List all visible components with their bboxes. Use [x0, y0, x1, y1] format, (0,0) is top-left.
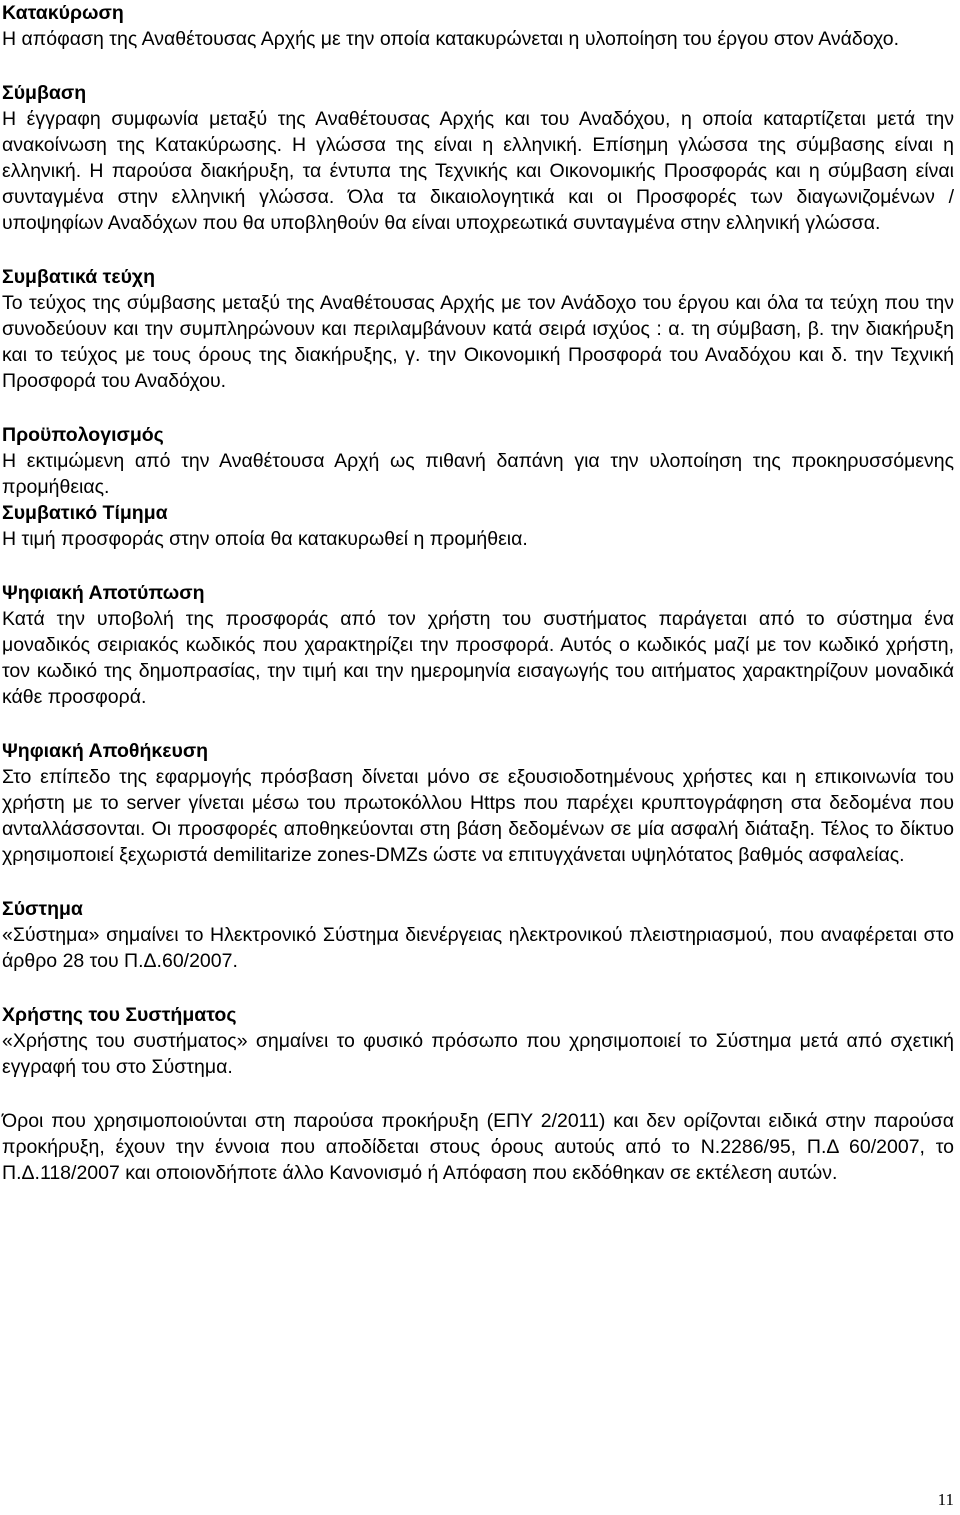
spacer: [2, 710, 954, 738]
spacer: [2, 868, 954, 896]
term-title: Χρήστης του Συστήματος: [2, 1004, 237, 1026]
term-title: Σύμβαση: [2, 82, 87, 104]
term-title: Σύστημα: [2, 898, 83, 920]
term-katakyrosi: [2, 0, 954, 52]
term-title: Συμβατικό Τίμημα: [2, 502, 168, 524]
term-psifiaki-apothikefsi: [2, 738, 954, 868]
spacer: [2, 52, 954, 80]
term-body: Η εκτιμώμενη από την Αναθέτουσα Αρχή ως πιθανή δαπάνη για την υλοποίηση της προκηρυσσόμενης προμήθειας.: [2, 450, 954, 498]
spacer: [2, 1080, 954, 1108]
term-title: Συμβατικά τεύχη: [2, 266, 156, 288]
term-symvasi: [2, 80, 954, 236]
term-title: Κατακύρωση: [2, 2, 124, 24]
term-psifiaki-apotyposi: [2, 580, 954, 710]
term-title: Ψηφιακή Αποθήκευση: [2, 740, 209, 762]
term-xristis-systimatos: [2, 1002, 954, 1080]
term-symvatika-tefxi: [2, 264, 954, 394]
spacer: [2, 236, 954, 264]
term-title: Ψηφιακή Αποτύπωση: [2, 582, 205, 604]
closing-paragraph: Όροι που χρησιμοποιούνται στη παρούσα προκήρυξη (ΕΠΥ 2/2011) και δεν ορίζονται ειδικά στην παρούσα προκήρυξη, έχουν την έννοια που αποδίδεται στους όρους αυτούς από το Ν.2286/95, Π.Δ 60/2007, το Π.Δ.118/2007 και οποιονδήποτε άλλο Κανονισμό ή Απόφαση που εκδόθηκαν σε εκτέλεση αυτών.: [2, 1110, 954, 1184]
term-body: Στο επίπεδο της εφαρμογής πρόσβαση δίνεται μόνο σε εξουσιοδοτημένους χρήστες και η επικοινωνία του χρήστη με το server γίνεται μέσω του πρωτοκόλλου Https που παρέχει κρυπτογράφηση στα δεδομένα που ανταλλάσσονται. Οι προσφορές αποθηκεύονται στη βάση δεδομένων σε μία ασφαλή διάταξη. Τέλος το δίκτυο χρησιμοποιεί ξεχωριστά demilitarize zones-DMZs ώστε να επιτυγχάνεται υψηλότατος βαθμός ασφαλείας.: [2, 766, 954, 866]
term-body: «Σύστημα» σημαίνει το Ηλεκτρονικό Σύστημα διενέργειας ηλεκτρονικού πλειστηριασμού, που αναφέρεται στο άρθρο 28 του Π.Δ.60/2007.: [2, 924, 954, 972]
term-body: «Χρήστης του συστήματος» σημαίνει το φυσικό πρόσωπο που χρησιμοποιεί το Σύστημα μετά από σχετική εγγραφή του στο Σύστημα.: [2, 1030, 954, 1078]
term-title: Προϋπολογισμός: [2, 424, 164, 446]
spacer: [2, 394, 954, 422]
term-symvatiko-timima: [2, 500, 954, 552]
term-systima: [2, 896, 954, 974]
page-number: 11: [937, 1490, 954, 1509]
term-body: Κατά την υποβολή της προσφοράς από τον χρήστη του συστήματος παράγεται από το σύστημα ένα μοναδικός σειριακός κωδικός που χαρακτηρίζει την προσφορά. Αυτός ο κωδικός μαζί με τον κωδικό χρήστη, τον κωδικό της δημοπρασίας, την τιμή και την ημερομηνία εισαγωγής του αιτήματος χαρακτηρίζουν μοναδικά κάθε προσφορά.: [2, 608, 954, 708]
spacer: [2, 552, 954, 580]
term-proypologismos: [2, 422, 954, 500]
term-body: Το τεύχος της σύμβασης μεταξύ της Αναθέτουσας Αρχής με τον Ανάδοχο του έργου και όλα τα τεύχη που την συνοδεύουν και την συμπληρώνουν και περιλαμβάνουν κατά σειρά ισχύος : α. τη σύμβαση, β. την διακήρυξη και το τεύχος με τους όρους της διακήρυξης, γ. την Οικονομική Προσφορά του Αναδόχου και δ. την Τεχνική Προσφορά του Αναδόχου.: [2, 292, 954, 392]
term-body: Η τιμή προσφοράς στην οποία θα κατακυρωθεί η προμήθεια.: [2, 528, 528, 550]
term-body: Η απόφαση της Αναθέτουσας Αρχής με την οποία κατακυρώνεται η υλοποίηση του έργου στον Ανάδοχο.: [2, 28, 900, 50]
spacer: [2, 974, 954, 1002]
term-body: Η έγγραφη συμφωνία μεταξύ της Αναθέτουσας Αρχής και του Αναδόχου, η οποία καταρτίζεται μετά την ανακοίνωση της Κατακύρωσης. Η γλώσσα της είναι η ελληνική. Επίσημη γλώσσα της σύμβασης είναι η ελληνική. Η παρούσα διακήρυξη, τα έντυπα της Τεχνικής και Οικονομικής Προσφοράς και η σύμβαση είναι συνταγμένα στην ελληνική γλώσσα. Όλα τα δικαιολογητικά και οι Προσφορές των διαγωνιζομένων / υποψηφίων Αναδόχων που θα υποβληθούν θα είναι υποχρεωτικά συνταγμένα στην ελληνική γλώσσα.: [2, 108, 954, 234]
